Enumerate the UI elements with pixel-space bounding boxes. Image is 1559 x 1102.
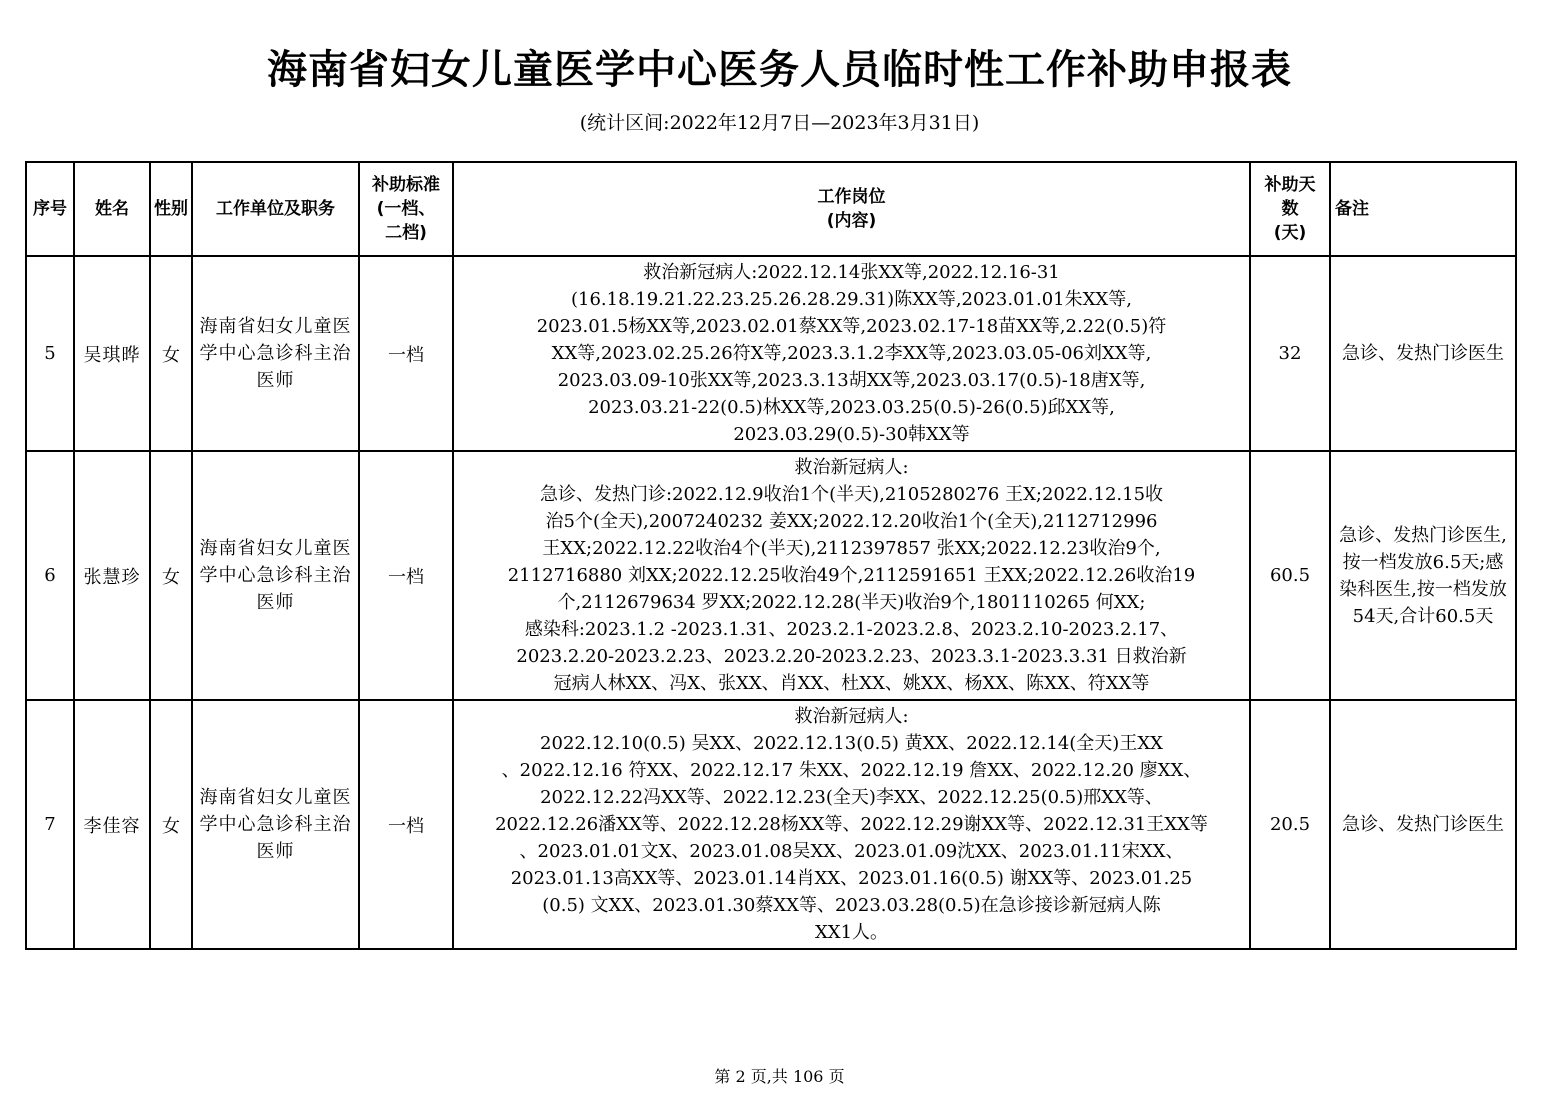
cell-days: 60.5 (1250, 451, 1330, 700)
cell-unit: 海南省妇女儿童医学中心急诊科主治医师 (192, 700, 359, 949)
cell-standard: 一档 (359, 451, 453, 700)
cell-name: 张慧珍 (74, 451, 150, 700)
cell-gender: 女 (150, 451, 192, 700)
header-name: 姓名 (74, 162, 150, 256)
header-unit: 工作单位及职务 (192, 162, 359, 256)
page-number: 第 2 页,共 106 页 (714, 1067, 845, 1086)
cell-standard: 一档 (359, 256, 453, 451)
cell-days: 20.5 (1250, 700, 1330, 949)
header-standard: 补助标准 (一档、 二档) (359, 162, 453, 256)
header-days: 补助天 数 (天) (1250, 162, 1330, 256)
cell-seq: 6 (26, 451, 74, 700)
subsidy-table (25, 161, 1517, 950)
table-row (26, 700, 1516, 949)
cell-note: 急诊、发热门诊医生 (1330, 700, 1516, 949)
cell-days: 32 (1250, 256, 1330, 451)
cell-standard: 一档 (359, 700, 453, 949)
cell-note: 急诊、发热门诊医生,按一档发放6.5天;感染科医生,按一档发放54天,合计60.5天 (1330, 451, 1516, 700)
cell-note: 急诊、发热门诊医生 (1330, 256, 1516, 451)
table-header-row (26, 162, 1516, 256)
cell-unit: 海南省妇女儿童医学中心急诊科主治医师 (192, 451, 359, 700)
cell-post: 救治新冠病人: 急诊、发热门诊:2022.12.9收治1个(半天),2105280276 王X;2022.12.15收 治5个(全天),2007240232 姜XX;2022.12.20收治1个(全天),2112712996 王XX;2022.12.22收治4个(半天),2112397857 张XX;2022.12.23收治9个, 2112716880 刘XX;2022.12.25收治49个,2112591651 王XX;2022.12.26收治19 个,2112679634 罗XX;2022.12.28(半天)收治9个,1801110265 何XX; 感染科:2023.1.2 -2023.1.31、2023.2.1-2023.2.8、2023.2.10-2023.2.17、 2023.2.20-2023.2.23、2023.2.20-2023.2.23、2023.3.1-2023.3.31 日救治新 冠病人林XX、冯X、张XX、肖XX、杜XX、姚XX、杨XX、陈XX、符XX等 (453, 451, 1250, 700)
cell-gender: 女 (150, 700, 192, 949)
cell-gender: 女 (150, 256, 192, 451)
header-seq: 序号 (26, 162, 74, 256)
cell-name: 吴琪晔 (74, 256, 150, 451)
cell-name: 李佳容 (74, 700, 150, 949)
header-post: 工作岗位 (内容) (453, 162, 1250, 256)
header-gender: 性别 (150, 162, 192, 256)
cell-seq: 5 (26, 256, 74, 451)
document-title: 海南省妇女儿童医学中心医务人员临时性工作补助申报表 (267, 47, 1292, 93)
cell-unit: 海南省妇女儿童医学中心急诊科主治医师 (192, 256, 359, 451)
table-row (26, 451, 1516, 700)
cell-post: 救治新冠病人: 2022.12.10(0.5) 吴XX、2022.12.13(0.5) 黄XX、2022.12.14(全天)王XX 、2022.12.16 符XX、2022.12.17 朱XX、2022.12.19 詹XX、2022.12.20 廖XX、 2022.12.22冯XX等、2022.12.23(全天)李XX、2022.12.25(0.5)邢XX等、 2022.12.26潘XX等、2022.12.28杨XX等、2022.12.29谢XX等、2022.12.31王XX等 、2023.01.01文X、2023.01.08吴XX、2023.01.09沈XX、2023.01.11宋XX、 2023.01.13高XX等、2023.01.14肖XX、2023.01.16(0.5) 谢XX等、2023.01.25 (0.5) 文XX、2023.01.30蔡XX等、2023.03.28(0.5)在急诊接诊新冠病人陈 XX1人。 (453, 700, 1250, 949)
cell-post: 救治新冠病人:2022.12.14张XX等,2022.12.16-31 (16.18.19.21.22.23.25.26.28.29.31)陈XX等,2023.01.01朱XX等, 2023.01.5杨XX等,2023.02.01蔡XX等,2023.02.17-18苗XX等,2.22(0.5)符 XX等,2023.02.25.26符X等,2023.3.1.2李XX等,2023.03.05-06刘XX等, 2023.03.09-10张XX等,2023.3.13胡XX等,2023.03.17(0.5)-18唐X等, 2023.03.21-22(0.5)林XX等,2023.03.25(0.5)-26(0.5)邱XX等, 2023.03.29(0.5)-30韩XX等 (453, 256, 1250, 451)
header-note: 备注 (1330, 162, 1516, 256)
statistics-period: (统计区间:2022年12月7日—2023年3月31日) (579, 112, 980, 134)
table-row (26, 256, 1516, 451)
cell-seq: 7 (26, 700, 74, 949)
